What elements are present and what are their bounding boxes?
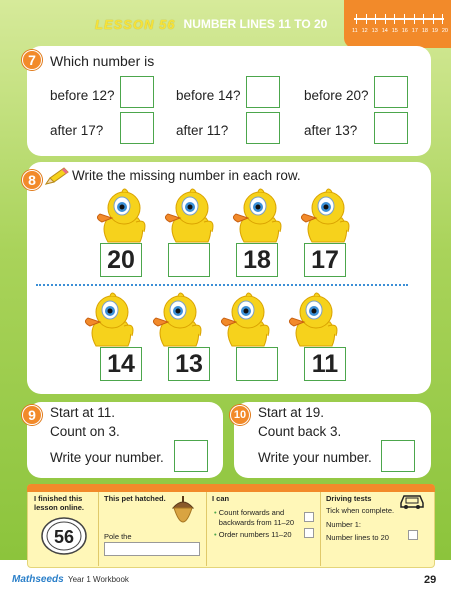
row1-number-box: 17 bbox=[304, 243, 346, 277]
question-7-prompt: Which number is bbox=[50, 53, 155, 69]
question-8-number: 8 bbox=[22, 170, 42, 190]
row1-number-box: 18 bbox=[236, 243, 278, 277]
row2-number-box: 11 bbox=[304, 347, 346, 381]
lesson-label: LESSON 56 bbox=[95, 16, 176, 32]
duck-icon bbox=[288, 292, 340, 348]
number-line-tick bbox=[356, 14, 357, 24]
duck-icon bbox=[96, 188, 148, 244]
q10-line2: Count back 3. bbox=[258, 424, 342, 439]
q7-answer-box[interactable] bbox=[120, 112, 154, 144]
question-10-number: 10 bbox=[230, 405, 250, 425]
duck-icon bbox=[232, 188, 284, 244]
duck-icon bbox=[84, 292, 136, 348]
strip-divider bbox=[320, 492, 321, 566]
duck-icon bbox=[152, 292, 204, 348]
q9-answer-box[interactable] bbox=[174, 440, 208, 472]
q10-answer-box[interactable] bbox=[381, 440, 415, 472]
number-line-tick bbox=[385, 14, 386, 24]
finished-online-label: I finished this lesson online. bbox=[34, 494, 85, 512]
lesson-badge-icon bbox=[40, 516, 88, 556]
mathseeds-logo: Mathseeds bbox=[12, 574, 64, 585]
q7-item-before-14: before 14? bbox=[176, 88, 241, 103]
number-line-tab bbox=[344, 0, 451, 48]
row2-number-box: 13 bbox=[168, 347, 210, 381]
duck-icon bbox=[300, 188, 352, 244]
pet-hatched-label: This pet hatched. bbox=[104, 494, 166, 503]
progress-strip-bar bbox=[27, 484, 435, 492]
q7-item-after-11: after 11? bbox=[176, 123, 229, 138]
q7-answer-box[interactable] bbox=[246, 112, 280, 144]
driving-test-2: Number lines to 20 bbox=[326, 533, 389, 542]
driving-tests-subtext: Tick when complete. bbox=[326, 506, 395, 515]
row2-missing-answer-box[interactable] bbox=[236, 347, 278, 381]
duck-icon bbox=[164, 188, 216, 244]
driving-test-tick[interactable] bbox=[408, 530, 418, 540]
q10-line1: Start at 19. bbox=[258, 405, 325, 420]
i-can-item-2: • Order numbers 11–20 bbox=[214, 530, 292, 539]
number-line-tick bbox=[423, 14, 424, 24]
q7-answer-box[interactable] bbox=[374, 112, 408, 144]
q7-item-before-20: before 20? bbox=[304, 88, 369, 103]
i-can-heading: I can bbox=[212, 494, 230, 503]
q9-line1: Start at 11. bbox=[50, 405, 116, 420]
row1-number-box: 20 bbox=[100, 243, 142, 277]
i-can-tick-2[interactable] bbox=[304, 528, 314, 538]
workbook-label: Year 1 Workbook bbox=[68, 575, 129, 584]
q7-answer-box[interactable] bbox=[120, 76, 154, 108]
q7-item-after-13: after 13? bbox=[304, 123, 358, 138]
number-line-tick bbox=[404, 14, 405, 24]
pet-name-field[interactable] bbox=[104, 542, 200, 556]
page-number: 29 bbox=[424, 574, 437, 586]
number-line-tick bbox=[394, 14, 395, 24]
i-can-item-1: • Count forwards and backwards from 11–20 bbox=[214, 508, 295, 527]
q10-line3: Write your number. bbox=[258, 450, 372, 465]
number-line-labels: 11 12 13 14 15 16 17 18 19 20 bbox=[352, 28, 448, 34]
strip-divider bbox=[206, 492, 207, 566]
row-divider bbox=[36, 284, 408, 286]
car-icon bbox=[398, 492, 426, 510]
pencil-icon bbox=[44, 166, 70, 186]
question-8-prompt: Write the missing number in each row. bbox=[72, 168, 301, 183]
lesson-title: NUMBER LINES 11 TO 20 bbox=[183, 17, 328, 31]
pet-name-label: Pole the bbox=[104, 532, 132, 541]
q9-line3: Write your number. bbox=[50, 450, 164, 465]
driving-tests-heading: Driving tests bbox=[326, 494, 372, 503]
row1-missing-answer-box[interactable] bbox=[168, 243, 210, 277]
q9-line2: Count on 3. bbox=[50, 424, 120, 439]
number-line-graphic bbox=[354, 18, 444, 20]
strip-divider bbox=[98, 492, 99, 566]
lesson-badge-number: 56 bbox=[53, 527, 75, 547]
q7-answer-box[interactable] bbox=[246, 76, 280, 108]
q7-answer-box[interactable] bbox=[374, 76, 408, 108]
question-8-panel bbox=[27, 162, 431, 394]
duck-icon bbox=[220, 292, 272, 348]
q7-item-after-17: after 17? bbox=[50, 123, 104, 138]
number-line-tick bbox=[414, 14, 415, 24]
number-line-tick bbox=[366, 14, 367, 24]
question-9-number: 9 bbox=[22, 405, 42, 425]
acorn-icon bbox=[168, 492, 198, 534]
question-7-number: 7 bbox=[22, 50, 42, 70]
page-header bbox=[95, 14, 327, 34]
row2-number-box: 14 bbox=[100, 347, 142, 381]
driving-test-1: Number 1: bbox=[326, 520, 362, 529]
i-can-tick-1[interactable] bbox=[304, 512, 314, 522]
q7-item-before-12: before 12? bbox=[50, 88, 115, 103]
number-line-tick bbox=[433, 14, 434, 24]
number-line-tick bbox=[375, 14, 376, 24]
number-line-tick bbox=[442, 14, 443, 24]
